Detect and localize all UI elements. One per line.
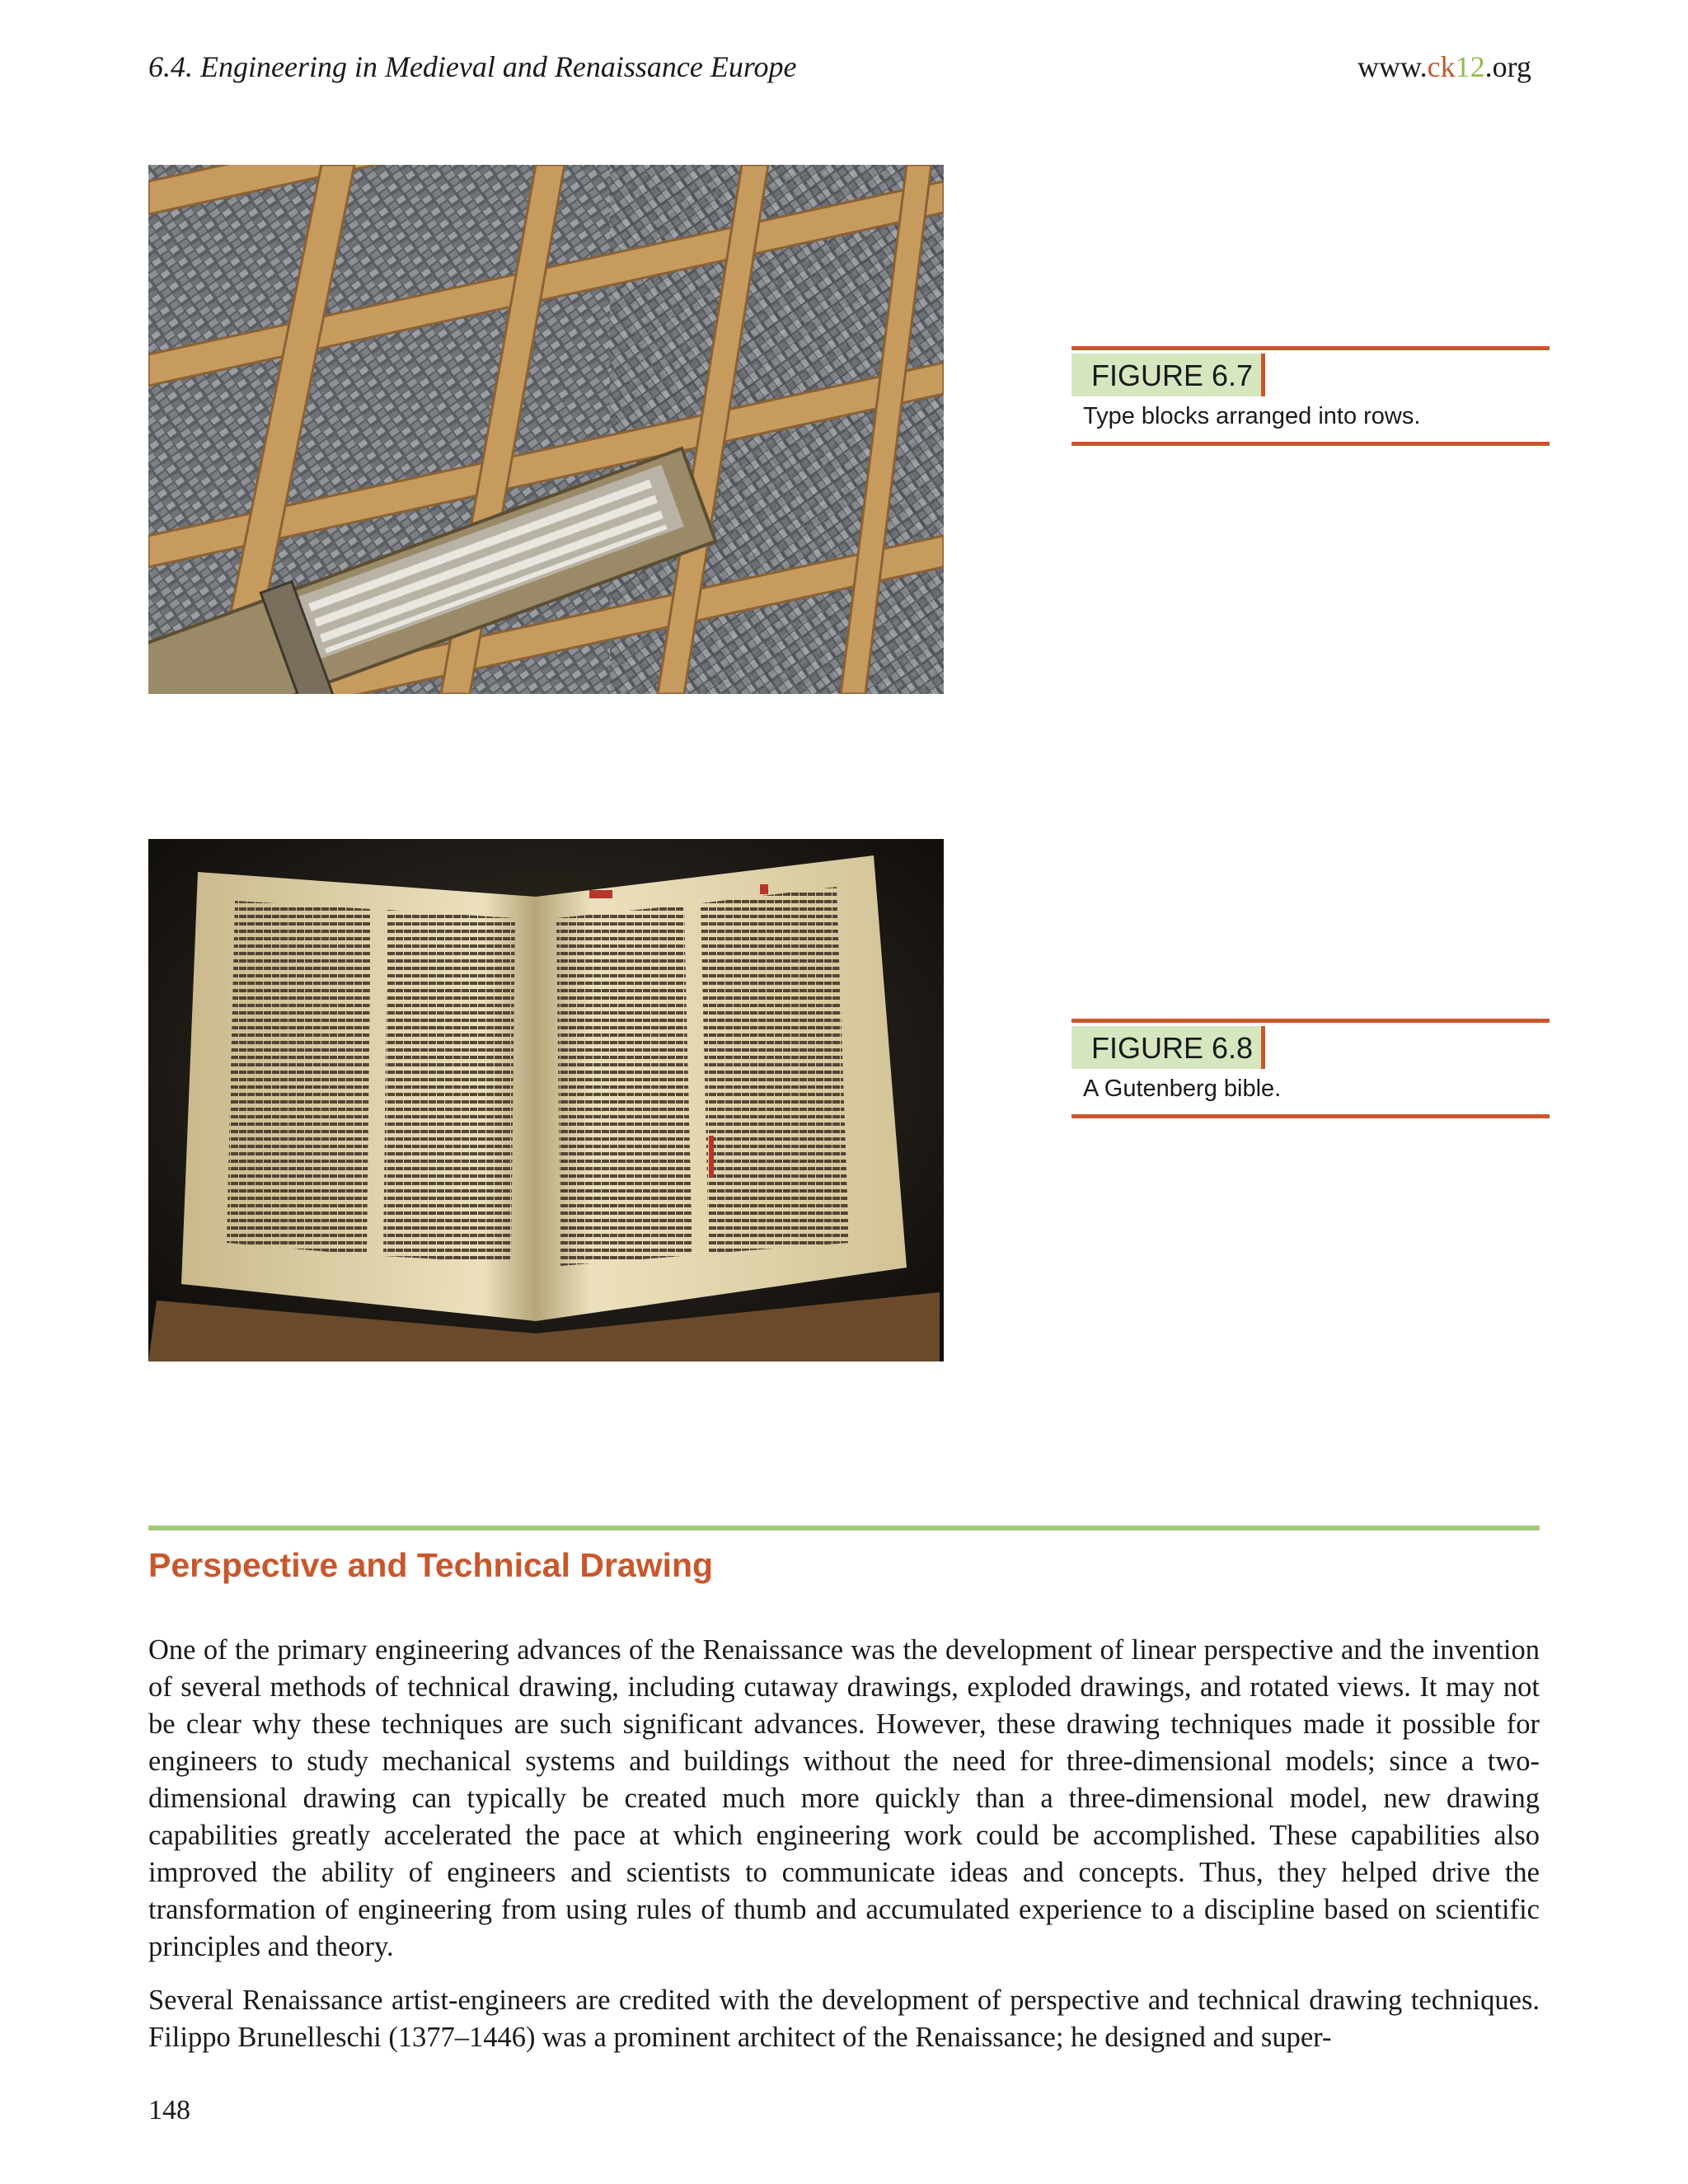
site-url-12: 12 bbox=[1455, 50, 1485, 83]
body-paragraph: One of the primary engineering advances of the Renaissance was the development of linear perspective and the invention of several methods of technical drawing, including cutaway drawings, exploded drawings, and rotated views. It may not be clear why these techniques are such significant advances. However, these drawing techniques made it possible for engineers to study mechanical systems and buildings without the need for three-dimensional models; since a two-dimensional drawing can typically be created much more quickly than a three-dimensional model, new drawing capabilities greatly accelerated the pace at which engineering work could be accomplished. These capabilities also improved the ability of engineers and scientists to communicate ideas and concepts. Thus, they helped drive the transformation of engineering from using rules of thumb and accumulated experience to a discipline based on scientific principles and theory. bbox=[148, 1634, 1540, 1962]
body-paragraph: Several Renaissance artist-engineers are credited with the development of perspective and technical drawing techniques. Filippo Brunelleschi (1377–1446) was a prominent architect of the Renaissance; he designed and super- bbox=[148, 1985, 1540, 2053]
figure-6-7-caption-text: Type blocks arranged into rows. bbox=[1083, 403, 1421, 429]
section-divider bbox=[148, 1526, 1540, 1530]
figure-6-7-caption bbox=[1071, 346, 1550, 446]
site-url-suffix: .org bbox=[1484, 50, 1531, 83]
figure-6-8-caption-text: A Gutenberg bible. bbox=[1083, 1076, 1282, 1102]
page-number: 148 bbox=[148, 2095, 190, 2125]
figure-6-8-photo bbox=[148, 839, 944, 1361]
figure-6-7-label: FIGURE 6.7 bbox=[1071, 354, 1265, 396]
figure-6-8-caption bbox=[1071, 1019, 1550, 1118]
site-url-ck: ck bbox=[1427, 50, 1456, 83]
site-url[interactable] bbox=[1357, 49, 1531, 84]
figure-6-7-photo bbox=[148, 165, 944, 694]
running-header-section: 6.4. Engineering in Medieval and Renaissance Europe bbox=[148, 50, 797, 83]
site-url-prefix: www. bbox=[1357, 50, 1428, 83]
figure-6-8-label: FIGURE 6.8 bbox=[1071, 1026, 1265, 1069]
section-title: Perspective and Technical Drawing bbox=[148, 1546, 714, 1584]
